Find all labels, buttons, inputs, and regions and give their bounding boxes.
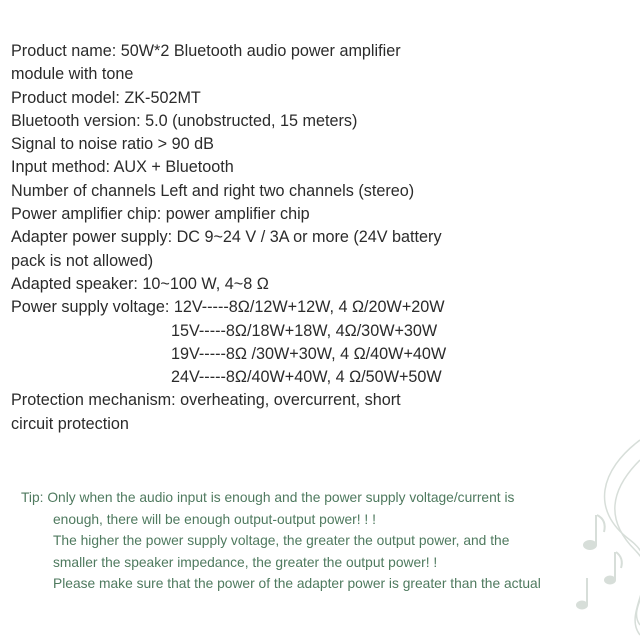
supply-voltage-24v-line: 24V-----8Ω/40W+40W, 4 Ω/50W+50W [171,368,442,387]
protection-line: Protection mechanism: overheating, overcurrent, short [11,391,401,410]
input-method-line: Input method: AUX + Bluetooth [11,158,234,177]
adapted-speaker-line: Adapted speaker: 10~100 W, 4~8 Ω [11,274,269,293]
product-name-line: Product name: 50W*2 Bluetooth audio power amplifier [11,42,401,60]
music-notes-icon [560,420,640,640]
adapter-supply-line: Adapter power supply: DC 9~24 V / 3A or more (24V battery [11,228,442,247]
snr-line: Signal to noise ratio > 90 dB [11,135,214,154]
product-model-line: Product model: ZK-502MT [11,88,201,107]
bluetooth-version-line: Bluetooth version: 5.0 (unobstructed, 15 meters) [11,111,358,130]
supply-voltage-15v-line: 15V-----8Ω/18W+18W, 4Ω/30W+30W [171,321,438,340]
amplifier-chip-line: Power amplifier chip: power amplifier chip [11,205,310,224]
product-name-continued-line: module with tone [11,65,134,84]
supply-voltage-12v-line: Power supply voltage: 12V-----8Ω/12W+12W, 4 Ω/20W+20W [11,298,445,317]
adapter-supply-continued-line: pack is not allowed) [11,251,154,270]
product-spec-block [11,40,631,436]
supply-voltage-19v-line: 19V-----8Ω /30W+30W, 4 Ω/40W+40W [171,344,447,363]
tip-line-5: Please make sure that the power of the adapter power is greater than the actual [53,576,541,592]
tip-line-4: smaller the speaker impedance, the greater the output power! ! [53,554,438,570]
tip-line-1: Tip: Only when the audio input is enough and the power supply voltage/current is [21,490,515,505]
channels-line: Number of channels Left and right two channels (stereo) [11,181,415,200]
tip-line-3: The higher the power supply voltage, the greater the output power, and the [53,533,510,549]
protection-continued-line: circuit protection [11,414,129,433]
tip-block [21,487,621,595]
tip-line-2: enough, there will be enough output-output power! ! ! [53,511,376,527]
